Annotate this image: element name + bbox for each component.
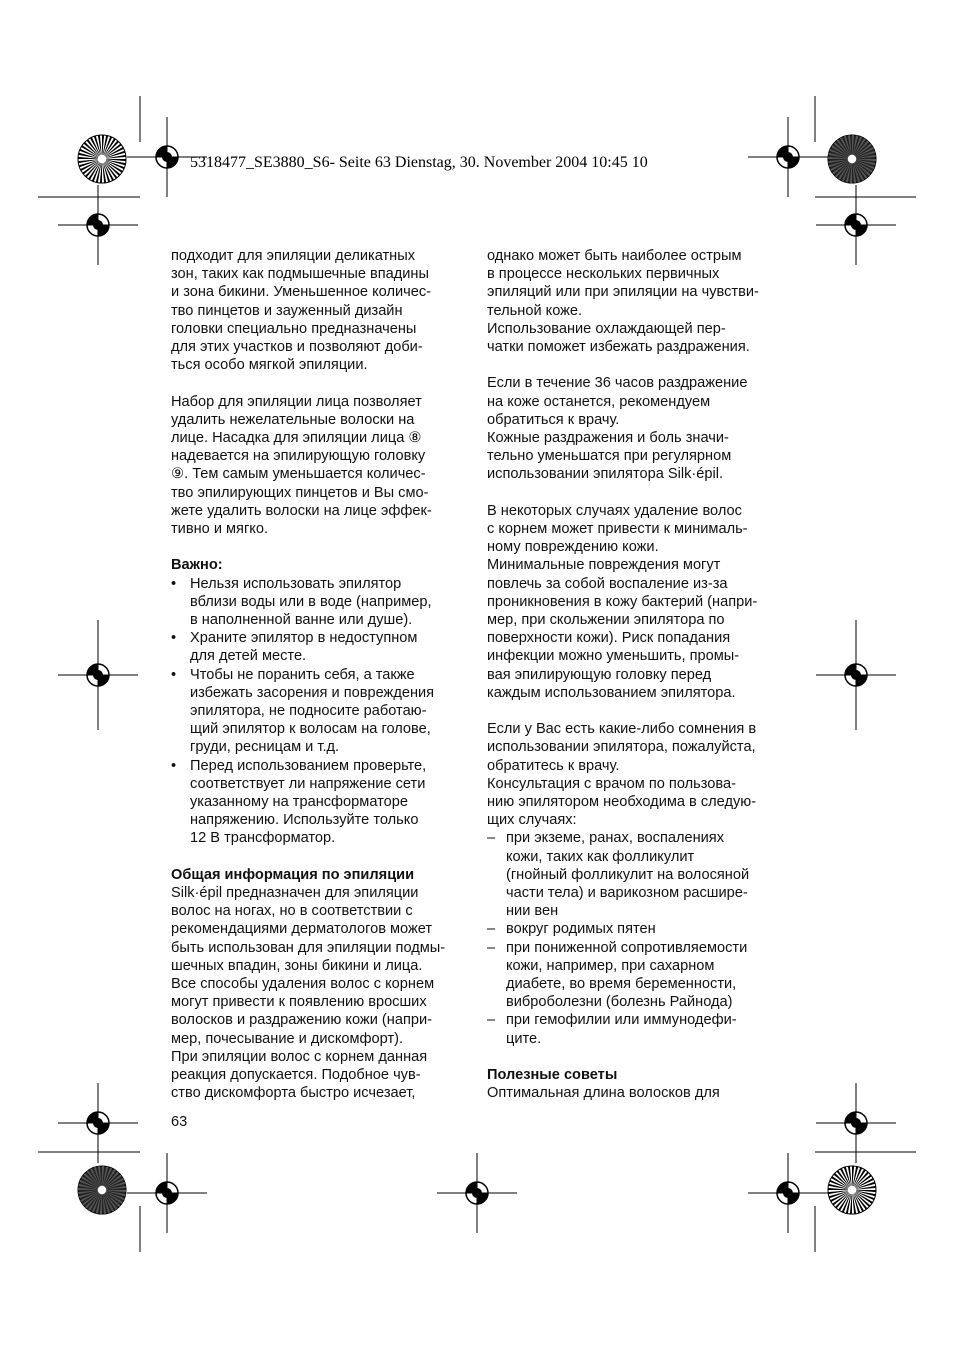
list-item-continuation: диабете, во время беременности, (506, 976, 737, 993)
text-line: ство дискомфорта быстро исчезает, (171, 1085, 416, 1102)
text-line: тельно уменьшатся при регулярном (487, 448, 732, 465)
page-number: 63 (171, 1114, 188, 1130)
text-line: волос на ногах, но в соответствии с (171, 903, 413, 920)
registration-quadrant (788, 1193, 799, 1204)
paragraph-gap (171, 374, 471, 392)
list-item-text: при пониженной сопротивляемости (506, 939, 748, 956)
text-line: каждым использованием эпилятора. (487, 684, 736, 701)
paragraph-gap (487, 484, 787, 502)
text-line: Набор для эпиляции лица позволяет (171, 393, 422, 410)
section-heading: Полезные советы (487, 1067, 618, 1084)
text-line: головки специально предназначены (171, 320, 417, 337)
list-marker: – (487, 921, 496, 938)
text-line: на коже останется, рекомендуем (487, 393, 711, 410)
registration-quadrant (777, 146, 788, 157)
text-line: рекомендациями дерматологов может (171, 921, 433, 938)
text-line: лице. Насадка для эпиляции лица ⑧ (171, 430, 422, 447)
text-line: жете удалить волоски на лице эффек- (171, 502, 432, 519)
list-item (487, 920, 787, 938)
text-line: нию эпилятором необходима в следую- (487, 794, 757, 811)
list-item (171, 757, 471, 775)
registration-quadrant (156, 1182, 167, 1193)
list-item-continuation: кожи, таких как фолликулит (506, 848, 695, 865)
registration-quadrant (167, 157, 178, 168)
left-column (171, 247, 471, 1103)
list-item-continuation: эпилятора, не подносите работаю- (190, 703, 427, 720)
registration-quadrant (856, 225, 867, 236)
list-item (487, 1011, 787, 1029)
text-line: щих случаях: (487, 812, 577, 829)
text-line: Использование охлаждающей пер- (487, 320, 726, 337)
text-line: шечных впадин, зоны бикини и лица. (171, 957, 423, 974)
registration-quadrant (98, 675, 109, 686)
text-line: Оптимальная длина волосков для (487, 1085, 720, 1102)
list-item-continuation: указанному на трансформаторе (190, 794, 408, 811)
list-item-continuation: соответствует ли напряжение сети (190, 775, 426, 792)
list-item-continuation: части тела) и варикозном расшире- (506, 885, 748, 902)
text-line: Если в течение 36 часов раздражение (487, 375, 748, 392)
list-item (171, 575, 471, 593)
list-marker: – (487, 1012, 496, 1029)
text-line: реакция допускается. Подобное чув- (171, 1067, 421, 1084)
text-line: Все способы удаления волос с корнем (171, 976, 435, 993)
list-item-continuation: щий эпилятор к волосам на голове, (190, 721, 431, 738)
starburst-center (98, 155, 107, 164)
text-line: тво эпилирующих пинцетов и Вы смо- (171, 484, 429, 501)
list-item-text: при экземе, ранах, воспалениях (506, 830, 725, 847)
list-item-text: Перед использованием проверьте, (190, 757, 427, 774)
text-line: зон, таких как подмышечные впадины (171, 266, 429, 283)
list-item-continuation: для детей месте. (190, 648, 307, 665)
text-line: быть использован для эпиляции подмы- (171, 939, 446, 956)
print-header: 5318477_SE3880_S6- Seite 63 Dienstag, 30. November 2004 10:45 10 (190, 154, 648, 171)
text-line: поверхности кожи). Риск попадания (487, 630, 731, 647)
registration-quadrant (466, 1182, 477, 1193)
starburst-center (848, 155, 857, 164)
paragraph-gap (171, 848, 471, 866)
paragraph-gap (171, 538, 471, 556)
text-line: мер, при скольжении эпилятора по (487, 612, 725, 629)
text-line: Кожные раздражения и боль значи- (487, 430, 729, 447)
registration-quadrant (845, 214, 856, 225)
right-column (487, 247, 787, 1102)
text-line: использовании эпилятора, пожалуйста, (487, 739, 756, 756)
list-item-text: при гемофилии или иммунодефи- (506, 1012, 737, 1029)
registration-quadrant (788, 157, 799, 168)
text-line: и зона бикини. Уменьшенное количес- (171, 284, 431, 301)
list-marker: • (171, 575, 177, 592)
list-marker: • (171, 630, 177, 647)
text-line: для этих участков и позволяют доби- (171, 339, 423, 356)
list-item-continuation: напряжению. Используйте только (190, 812, 419, 829)
registration-quadrant (777, 1182, 788, 1193)
text-line: тивно и мягко. (171, 521, 269, 538)
registration-quadrant (87, 664, 98, 675)
text-line: При эпиляции волос с корнем данная (171, 1048, 428, 1065)
section-heading: Общая информация по эпиляции (171, 866, 415, 883)
text-line: однако может быть наиболее острым (487, 248, 742, 264)
text-line: обратиться к врачу. (487, 411, 620, 428)
text-line: В некоторых случаях удаление волос (487, 502, 742, 519)
paragraph-gap (487, 702, 787, 720)
text-line: Консультация с врачом по пользова- (487, 775, 736, 792)
registration-quadrant (98, 225, 109, 236)
text-line: тельной коже. (487, 302, 583, 319)
list-item-continuation: виброболезни (болезнь Райнода) (506, 994, 733, 1011)
list-item-continuation: кожи, например, при сахарном (506, 957, 715, 974)
text-line: обратитесь к врачу. (487, 757, 620, 774)
section-heading: Важно: (171, 557, 223, 574)
list-item (171, 666, 471, 684)
text-line: чатки поможет избежать раздражения. (487, 339, 750, 356)
list-item-continuation: избежать засорения и повреждения (190, 684, 435, 701)
text-line: инфекции можно уменьшить, промы- (487, 648, 740, 665)
registration-quadrant (87, 214, 98, 225)
list-item-text: Нельзя использовать эпилятор (190, 575, 402, 592)
text-line: подходит для эпиляции деликатных (171, 248, 416, 264)
text-line: проникновения в кожу бактерий (напри- (487, 593, 758, 610)
paragraph-gap (487, 1048, 787, 1066)
list-item-text: вокруг родимых пятен (506, 921, 656, 938)
registration-quadrant (156, 146, 167, 157)
starburst-center (848, 1186, 857, 1195)
text-line: вая эпилирующую головку перед (487, 666, 712, 683)
list-item-continuation: ците. (506, 1030, 542, 1047)
text-line: повлечь за собой воспаление из-за (487, 575, 728, 592)
list-item-text: Храните эпилятор в недоступном (190, 630, 418, 647)
registration-quadrant (477, 1193, 488, 1204)
text-line: удалить нежелательные волоски на (171, 411, 415, 428)
list-item-continuation: вблизи воды или в воде (например, (190, 593, 432, 610)
text-line: ному повреждению кожи. (487, 539, 659, 556)
list-marker: – (487, 939, 496, 956)
registration-quadrant (98, 1123, 109, 1134)
list-item (171, 629, 471, 647)
list-marker: – (487, 830, 496, 847)
registration-quadrant (87, 1112, 98, 1123)
text-line: мер, почесывание и дискомфорт). (171, 1030, 404, 1047)
list-item-continuation: нии вен (506, 903, 559, 920)
paragraph-gap (487, 356, 787, 374)
list-item-continuation: (гнойный фолликулит на волосяной (506, 866, 750, 883)
text-line: с корнем может привести к минималь- (487, 521, 748, 538)
list-marker: • (171, 666, 177, 683)
text-line: использовании эпилятора Silk·épil. (487, 466, 724, 483)
registration-quadrant (856, 1123, 867, 1134)
text-line: надевается на эпилирующую головку (171, 448, 426, 465)
text-line: могут привести к появлению вросших (171, 994, 427, 1011)
starburst-center (98, 1186, 107, 1195)
text-line: в процессе нескольких первичных (487, 266, 720, 283)
list-marker: • (171, 757, 177, 774)
text-line: волосков и раздражению кожи (напри- (171, 1012, 432, 1029)
list-item (487, 939, 787, 957)
text-line: ⑨. Тем самым уменьшается количес- (171, 466, 426, 483)
text-line: Минимальные повреждения могут (487, 557, 721, 574)
registration-quadrant (845, 664, 856, 675)
registration-quadrant (167, 1193, 178, 1204)
text-line: тво пинцетов и зауженный дизайн (171, 302, 403, 319)
text-line: Если у Вас есть какие-либо сомнения в (487, 721, 757, 738)
list-item-continuation: груди, ресницам и т.д. (190, 739, 340, 756)
registration-quadrant (856, 675, 867, 686)
text-line: эпиляций или при эпиляции на чувстви- (487, 284, 759, 301)
text-line: Silk·épil предназначен для эпиляции (171, 885, 419, 902)
text-line: ться особо мягкой эпиляции. (171, 357, 368, 374)
list-item-continuation: в наполненной ванне или душе). (190, 612, 413, 629)
registration-quadrant (845, 1112, 856, 1123)
list-item-continuation: 12 В трансформатор. (190, 830, 336, 847)
list-item-text: Чтобы не поранить себя, а также (190, 666, 415, 683)
list-item (487, 829, 787, 847)
